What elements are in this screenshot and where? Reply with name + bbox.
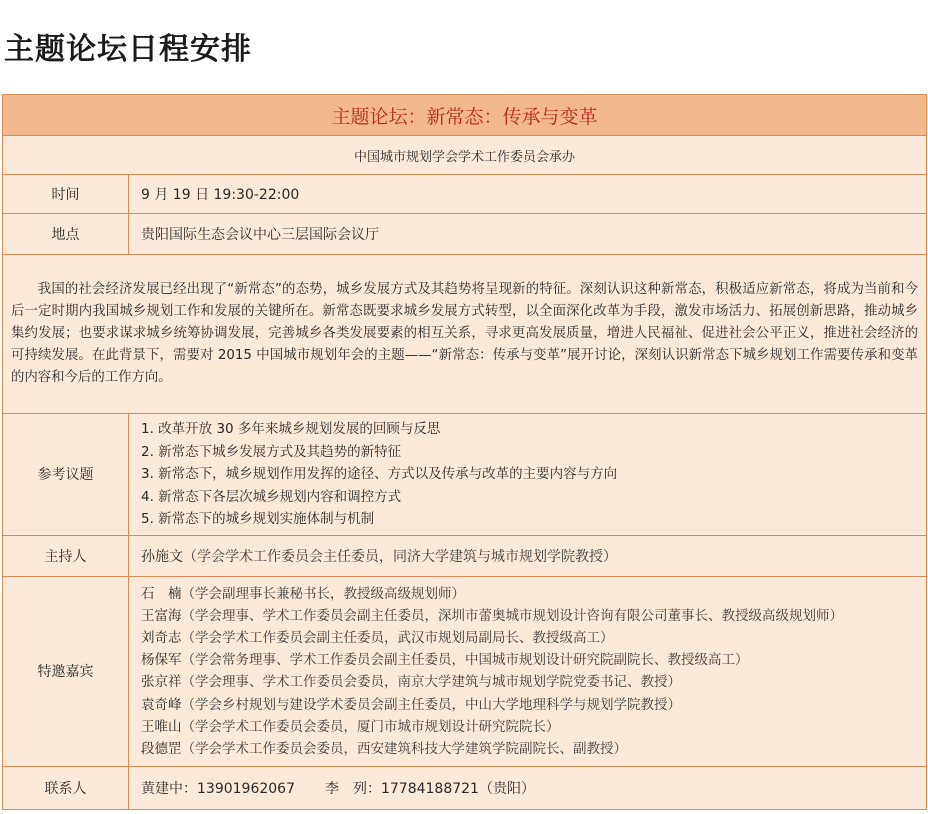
page-title: 主题论坛日程安排 xyxy=(4,32,252,67)
contact-person-1: 黄建中：13901962067 xyxy=(141,781,295,798)
description-text: 我国的社会经济发展已经出现了“新常态”的态势，城乡发展方式及其趋势将呈现新的特征。深刻认识这种新常态，积极适应新常态，将成为当前和今后一定时期内我国城乡规划工作和发展的关键所在。新常态既要求城乡发展方式转型，以全面深化改革为手段，激发市场活力、拓展创新思路，推动城乡集约发展；也要求谋求城乡统筹协调发展，完善城乡各类发展要素的相互关系，寻求更高发展质量，增进人民福祉、促进社会公平正义，推进社会经济的可持续发展。在此背景下，需要对 2015 中国城市规划年会的主题——“新常态：传承与变革”展开讨论，深刻认识新常态下城乡规划工作需要传承和变革的内容和今后的工作方向。 xyxy=(3,255,927,414)
guest-note: （学会副理事长兼秘书长，教授级高级规划师） xyxy=(181,585,465,602)
organizer-text: 中国城市规划学会学术工作委员会承办 xyxy=(3,136,927,175)
topic-item: 1. 改革开放 30 多年来城乡规划发展的回顾与反思 xyxy=(141,421,441,437)
host-value xyxy=(129,535,927,576)
guest-item xyxy=(141,605,926,627)
place-label: 地点 xyxy=(3,214,129,255)
topic-item: 4. 新常态下各层次城乡规划内容和调控方式 xyxy=(141,488,402,505)
guest-item xyxy=(141,694,926,716)
forum-schedule-table xyxy=(2,94,927,810)
host-label: 主持人 xyxy=(3,535,129,576)
time-label: 时间 xyxy=(3,175,129,214)
guest-name: 王富海 xyxy=(141,607,182,624)
guest-note: （学会学术工作委员会委员，厦门市城市规划设计研究院院长） xyxy=(181,718,560,735)
time-row xyxy=(3,175,927,214)
guest-note: （学会乡村规划与建设学术委员会副主任委员，中山大学地理科学与规划学院教授） xyxy=(181,696,681,713)
topic-item: 2. 新常态下城乡发展方式及其趋势的新特征 xyxy=(141,443,402,460)
forum-header-row xyxy=(3,95,927,136)
guest-item xyxy=(141,627,926,649)
guest-name: 杨保军 xyxy=(141,652,182,669)
topics-row xyxy=(3,414,927,536)
guest-note: （学会学术工作委员会委员，西安建筑科技大学建筑学院副院长、副教授） xyxy=(181,740,627,757)
guest-name: 刘奇志 xyxy=(141,629,182,646)
topic-item: 3. 新常态下，城乡规划作用发挥的途径、方式以及传承与改革的主要内容与方向 xyxy=(141,466,618,482)
host-row xyxy=(3,535,927,576)
guest-note: （学会学术工作委员会副主任委员，武汉市规划局副局长、教授级高工） xyxy=(181,629,614,646)
contact-person-2: 李 列：17784188721（贵阳） xyxy=(324,781,535,798)
guests-list xyxy=(129,576,927,767)
topics-list xyxy=(129,414,927,536)
organizer-row xyxy=(3,136,927,175)
topic-item: 5. 新常态下的城乡规划实施体制与机制 xyxy=(141,511,375,527)
time-value: 9 月 19 日 19:30-22:00 xyxy=(129,175,927,214)
guest-item xyxy=(141,716,926,738)
guest-note: （学会理事、学术工作委员会委员，南京大学建筑与城市规划学院党委书记、教授） xyxy=(181,674,681,691)
guest-name: 王唯山 xyxy=(141,718,182,735)
host-note: （学会学术工作委员会主任委员，同济大学建筑与城市规划学院教授） xyxy=(183,548,617,565)
guest-item xyxy=(141,671,926,693)
guest-name: 张京祥 xyxy=(141,674,182,691)
place-row xyxy=(3,214,927,255)
topics-label: 参考议题 xyxy=(3,414,129,536)
guest-name: 段德罡 xyxy=(141,740,182,757)
guest-item xyxy=(141,738,926,760)
guest-note: （学会常务理事、学术工作委员会副主任委员，中国城市规划设计研究院副院长、教授级高工） xyxy=(181,652,749,669)
contact-row xyxy=(3,767,927,810)
guest-name: 石 楠 xyxy=(141,585,182,602)
contact-value xyxy=(129,767,927,810)
guests-row xyxy=(3,576,927,767)
host-name: 孙施文 xyxy=(141,548,183,565)
place-value: 贵阳国际生态会议中心三层国际会议厅 xyxy=(129,214,927,255)
description-row xyxy=(3,255,927,414)
forum-header: 主题论坛：新常态：传承与变革 xyxy=(3,95,927,136)
guest-name: 袁奇峰 xyxy=(141,696,182,713)
contact-label: 联系人 xyxy=(3,767,129,810)
guest-note: （学会理事、学术工作委员会副主任委员，深圳市蕾奥城市规划设计咨询有限公司董事长、教授级高级规划师） xyxy=(181,607,843,624)
guest-item xyxy=(141,649,926,671)
guest-item xyxy=(141,583,926,605)
guests-label: 特邀嘉宾 xyxy=(3,576,129,767)
